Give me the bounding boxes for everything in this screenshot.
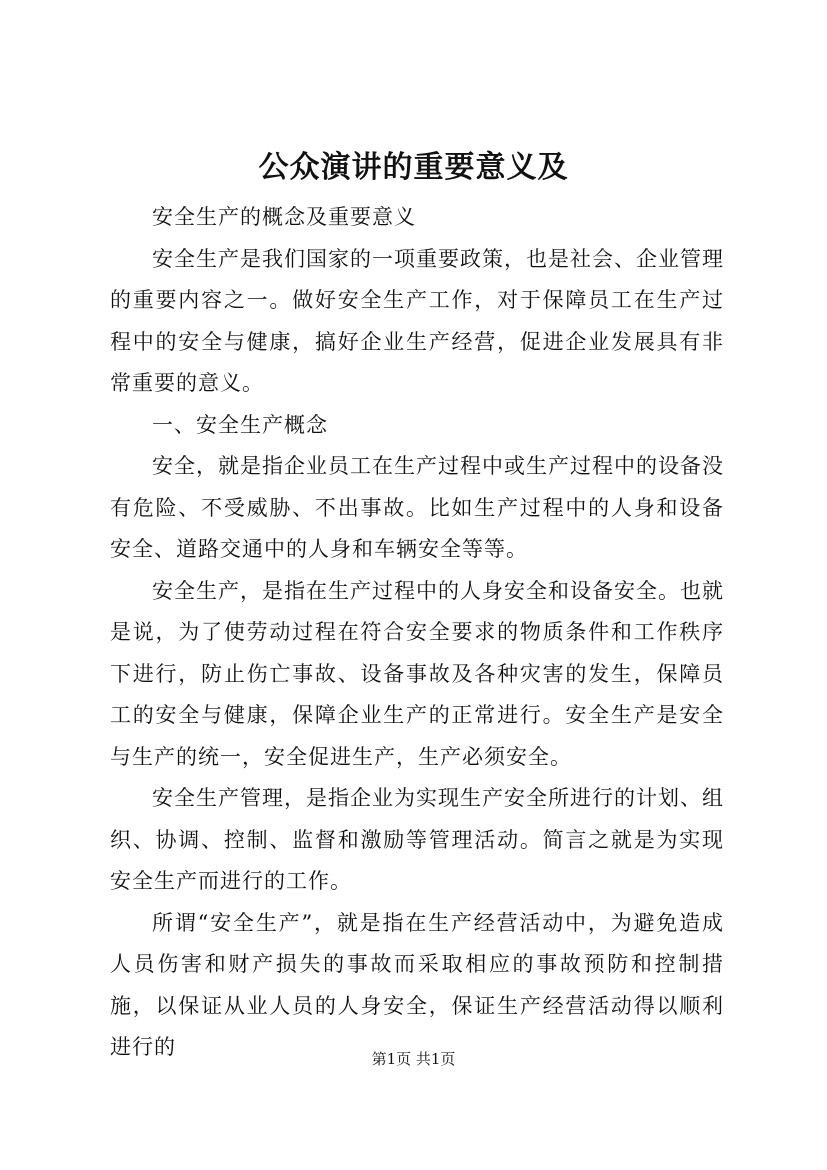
paragraph: 安全生产管理，是指企业为实现生产安全所进行的计划、组织、协调、控制、监督和激励等管理活动。简言之就是为实现安全生产而进行的工作。 (110, 786, 724, 893)
page-footer: 第1页 共1页 (371, 1050, 456, 1068)
document-body (110, 197, 724, 1069)
paragraph-heading: 安全生产的概念及重要意义 (152, 205, 416, 229)
section-heading: 一、安全生产概念 (152, 412, 328, 437)
paragraph: 安全生产是我们国家的一项重要政策，也是社会、企业管理的重要内容之一。做好安全生产工作，对于保障员工在生产过程中的安全与健康，搞好企业生产经营，促进企业发展具有非常重要的意义。 (110, 246, 724, 395)
paragraph: 安全，就是指企业员工在生产过程中或生产过程中的设备没有危险、不受威胁、不出事故。比如生产过程中的人身和设备安全、道路交通中的人身和车辆安全等等。 (110, 454, 724, 561)
paragraph: 安全生产，是指在生产过程中的人身安全和设备安全。也就是说，为了使劳动过程在符合安全要求的物质条件和工作秩序下进行，防止伤亡事故、设备事故及各种灾害的发生，保障员工的安全与健康，保障企业生产的正常进行。安全生产是安全与生产的统一，安全促进生产，生产必须安全。 (110, 578, 724, 769)
page-title: 公众演讲的重要意义及 (258, 150, 569, 185)
paragraph: 所谓“安全生产”，就是指在生产经营活动中，为避免造成人员伤害和财产损失的事故而采取相应的事故预防和控制措施，以保证从业人员的人身安全，保证生产经营活动得以顺利进行的 (110, 910, 724, 1059)
